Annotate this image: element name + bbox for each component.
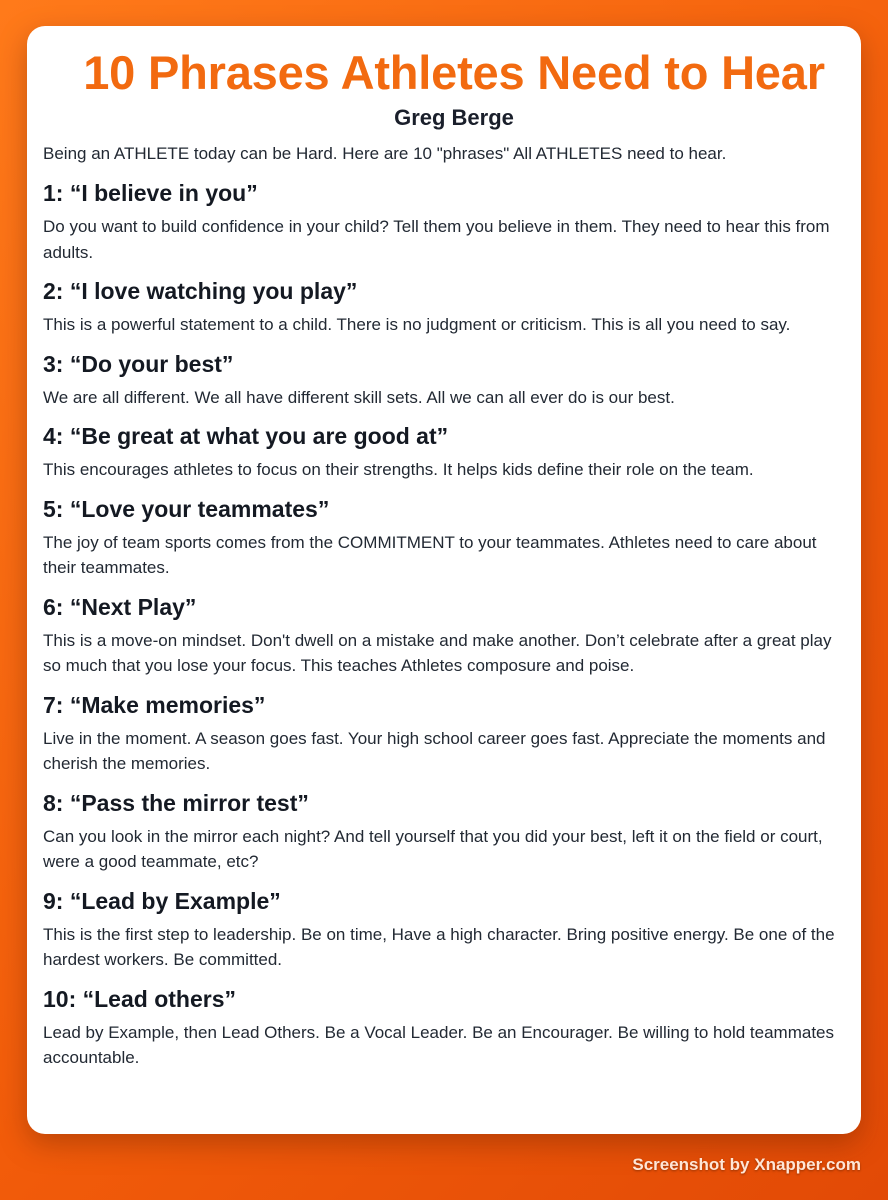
phrase-item-10 <box>43 983 845 1071</box>
phrase-body: This is the first step to leadership. Be on time, Have a high character. Bring positive energy. Be one of the hardest workers. Be committed. <box>43 924 835 969</box>
phrase-body: We are all different. We all have different skill sets. All we can all ever do is our best. <box>43 387 675 407</box>
phrase-heading: 3: “Do your best” <box>43 350 234 377</box>
phrase-heading: 4: “Be great at what you are good at” <box>43 423 449 449</box>
phrase-heading: 9: “Lead by Example” <box>43 887 281 914</box>
watermark-text: Screenshot by Xnapper.com <box>632 1155 861 1174</box>
phrase-item-7 <box>43 689 845 777</box>
phrase-body: Can you look in the mirror each night? And tell yourself that you did your best, left it on the field or court, were a good teammate, etc? <box>43 826 823 871</box>
phrase-heading: 8: “Pass the mirror test” <box>43 789 309 816</box>
phrase-body: Lead by Example, then Lead Others. Be a Vocal Leader. Be an Encourager. Be willing to hold teammates accountable. <box>43 1022 834 1067</box>
phrase-body: This is a powerful statement to a child. There is no judgment or criticism. This is all you need to say. <box>43 315 791 334</box>
phrase-item-4 <box>43 420 845 483</box>
phrase-item-2 <box>43 275 845 338</box>
phrase-item-5 <box>43 493 845 581</box>
phrase-heading: 2: “I love watching you play” <box>43 278 358 304</box>
phrase-heading: 1: “I believe in you” <box>43 180 258 206</box>
phrase-body: The joy of team sports comes from the COMMITMENT to your teammates. Athletes need to care about their teammates. <box>43 532 817 577</box>
phrase-heading: 5: “Love your teammates” <box>43 495 330 522</box>
phrase-item-6 <box>43 591 845 679</box>
intro-text: Being an ATHLETE today can be Hard. Here are 10 "phrases" All ATHLETES need to hear. <box>43 144 727 163</box>
phrase-item-8 <box>43 787 845 875</box>
phrase-heading: 6: “Next Play” <box>43 593 197 620</box>
author-name: Greg Berge <box>394 105 514 130</box>
phrase-heading: 7: “Make memories” <box>43 691 266 718</box>
phrase-body: Do you want to build confidence in your child? Tell them you believe in them. They need to hear this from adults. <box>43 217 830 262</box>
phrase-body: This is a move-on mindset. Don't dwell on a mistake and make another. Don’t celebrate after a great play so much that you lose your focus. This teaches Athletes composure and poise. <box>43 630 832 675</box>
phrase-item-9 <box>43 885 845 973</box>
phrase-body: This encourages athletes to focus on their strengths. It helps kids define their role on the team. <box>43 460 754 479</box>
page-title: 10 Phrases Athletes Need to Hear <box>83 46 825 99</box>
phrase-item-1 <box>43 177 845 265</box>
phrase-item-3 <box>43 348 845 411</box>
article-card <box>27 26 861 1134</box>
phrase-heading: 10: “Lead others” <box>43 985 236 1012</box>
phrase-body: Live in the moment. A season goes fast. Your high school career goes fast. Appreciate the moments and cherish the memories. <box>43 728 826 773</box>
